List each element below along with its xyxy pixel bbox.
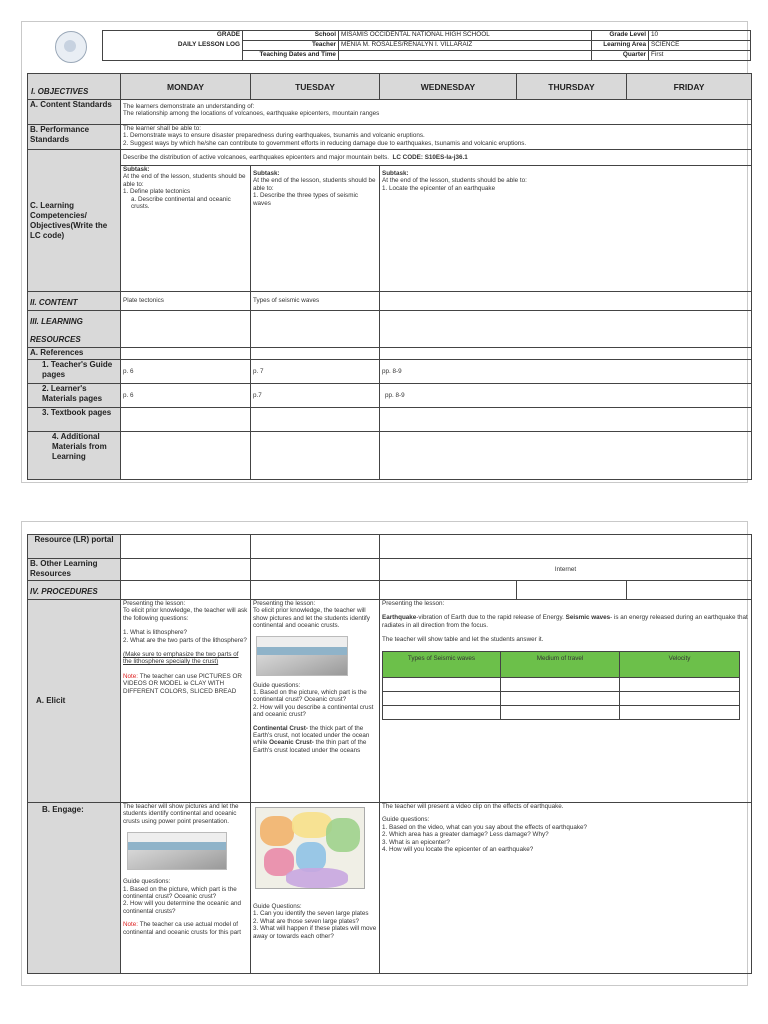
day-wednesday: WEDNESDAY: [380, 74, 517, 100]
tg-tuesday: p. 7: [251, 360, 380, 384]
crust-cross-section-image: [127, 832, 227, 870]
grade-level-value: 10: [649, 31, 751, 41]
learning-area-label: Learning Area: [592, 41, 649, 51]
seismic-header-velocity: Velocity: [620, 651, 740, 677]
content-standards-text: The learners demonstrate an understanding of: The relationship among the locations of volcanoes, earthquake epicenters, mountain ranges: [121, 100, 752, 125]
competency-wednesday: Subtask: At the end of the lesson, students should be able to: 1. Locate the epicenter of an earthquake: [380, 166, 752, 292]
competency-tuesday: Subtask: At the end of the lesson, students should be able to: 1. Describe the three types of seismic waves: [251, 166, 380, 292]
lesson-log-page-2: [21, 521, 748, 986]
additional-materials-label: 4. Additional Materials from Learning: [28, 432, 121, 480]
seismic-row: [383, 705, 740, 719]
content-standards-label: A. Content Standards: [28, 100, 121, 125]
day-tuesday: TUESDAY: [251, 74, 380, 100]
content-tuesday: Types of seismic waves: [251, 292, 380, 311]
references-label: A. References: [28, 348, 121, 360]
procedures-heading: IV. PROCEDURES: [28, 581, 121, 600]
main-table-page2: [27, 534, 752, 974]
learners-materials-label: 2. Learner's Materials pages: [28, 384, 121, 408]
engage-tuesday: Guide Questions: 1. Can you identify the seven large plates 2. What are those seven large plates? 3. What will happen if these plates will move away or towards each other?: [251, 803, 380, 974]
school-label: School: [243, 31, 339, 41]
tg-monday: p. 6: [121, 360, 251, 384]
day-monday: MONDAY: [121, 74, 251, 100]
tg-wednesday: pp. 8-9: [380, 360, 752, 384]
header-table: [102, 30, 751, 61]
engage-label: B. Engage:: [28, 803, 121, 974]
learning-area-value: SCIENCE: [649, 41, 751, 51]
quarter-label: Quarter: [592, 51, 649, 61]
content-heading: II. CONTENT: [28, 292, 121, 311]
elicit-tuesday: Presenting the lesson: To elicit prior knowledge, the teacher will show pictures and let the students identify continental and oceanic crusts. Guide questions: 1. Based on the picture, which part is the continental crust? Oceanic crust? 2. How will you describe a continental crust and oceanic crust? Continental Crust- the thick part of the Earth's crust, not located under the ocean while Oceanic Crust- the thin part of the Earth's crust located under the oceans: [251, 600, 380, 803]
seismic-row: [383, 691, 740, 705]
elicit-wednesday: Presenting the lesson: Earthquake-vibration of Earth due to the rapid release of Energy. Seismic waves- is an energy released during an earthquake that radiates in all direction from the focus. The teacher will show table and let the students answer it. Types of Seismic waves Medium of travel Velocity: [380, 600, 752, 803]
textbook-label: 3. Textbook pages: [28, 408, 121, 432]
engage-monday: The teacher will show pictures and let the students identify continental and oceanic crusts using power point presentation. Guide questions: 1. Based on the picture, which part is the continental crust? Oceanic crust? 2. How will you determine the oceanic and continental crusts? Note: The teacher ca use actual model of continental and oceanic crusts for this part: [121, 803, 251, 974]
teachers-guide-label: 1. Teacher's Guide pages: [28, 360, 121, 384]
dll-label: DAILY LESSON LOG: [103, 41, 243, 51]
quarter-value: First: [649, 51, 751, 61]
tectonic-plates-map-image: [255, 807, 365, 889]
grade-label: GRADE: [103, 31, 243, 41]
grade-level-label: Grade Level: [592, 31, 649, 41]
teacher-value: MENIA M. ROSALES/RENALYN I. VILLARAIZ: [339, 41, 592, 51]
competency-main: Describe the distribution of active volcanoes, earthquakes epicenters and major mountain belts. LC CODE: S10ES-Ia-j36.1: [121, 150, 752, 166]
performance-standards-text: The learner shall be able to: 1. Demonstrate ways to ensure disaster preparedness during earthquakes, tsunamis and volcanic eruptions. 2. Suggest ways by which he/she can contribute to government efforts in reducing damage due to earthquakes, tsunamis and volcanic eruptions.: [121, 125, 752, 150]
crust-cross-section-image: [256, 636, 348, 676]
lm-monday: p. 6: [121, 384, 251, 408]
deped-seal-logo: [55, 31, 87, 63]
other-resources-label: B. Other Learning Resources: [28, 559, 121, 581]
content-monday: Plate tectonics: [121, 292, 251, 311]
dates-label: Teaching Dates and Time: [243, 51, 339, 61]
engage-wednesday: The teacher will present a video clip on the effects of earthquake. Guide questions: 1. Based on the video, what can you say about the effects of earthquake? 2. Which area has a greater damage? Less damage? Why? 3. What is an epicenter? 4. How will you locate the epicenter of an earthquake?: [380, 803, 752, 974]
learning-resources-heading: III. LEARNING RESOURCES: [28, 311, 121, 348]
seismic-waves-table: [382, 651, 740, 720]
main-table-page1: [27, 73, 752, 480]
seismic-row: [383, 677, 740, 691]
lesson-log-page-1: [21, 21, 748, 483]
teacher-label: Teacher: [243, 41, 339, 51]
elicit-label: A. Elicit: [28, 600, 121, 803]
lr-portal-label: Resource (LR) portal: [28, 535, 121, 559]
seismic-header-types: Types of Seismic waves: [383, 651, 501, 677]
day-friday: FRIDAY: [627, 74, 752, 100]
seismic-header-medium: Medium of travel: [501, 651, 620, 677]
other-resources-wednesday: Internet: [380, 559, 752, 581]
performance-standards-label: B. Performance Standards: [28, 125, 121, 150]
school-value: MISAMIS OCCIDENTAL NATIONAL HIGH SCHOOL: [339, 31, 592, 41]
lm-wednesday: pp. 8-9: [380, 384, 752, 408]
objectives-heading: I. OBJECTIVES: [28, 74, 121, 100]
dates-value: [339, 51, 592, 61]
day-thursday: THURSDAY: [517, 74, 627, 100]
lm-tuesday: p.7: [251, 384, 380, 408]
competency-monday: Subtask: At the end of the lesson, students should be able to: 1. Define plate tectonics a. Describe continental and oceanic crusts.: [121, 166, 251, 292]
learning-competencies-label: C. Learning Competencies/ Objectives(Write the LC code): [28, 150, 121, 292]
elicit-monday: Presenting the lesson: To elicit prior knowledge, the teacher will ask the following questions: 1. What is lithosphere? 2. What are the two parts of the lithosphere? (Make sure to emphasize the two parts of the lithosphere specially the crust) Note: The teacher can use PICTURES OR VIDEOS OR MODEL ie CLAY WITH DIFFERENT COLORS, SLICED BREAD: [121, 600, 251, 803]
